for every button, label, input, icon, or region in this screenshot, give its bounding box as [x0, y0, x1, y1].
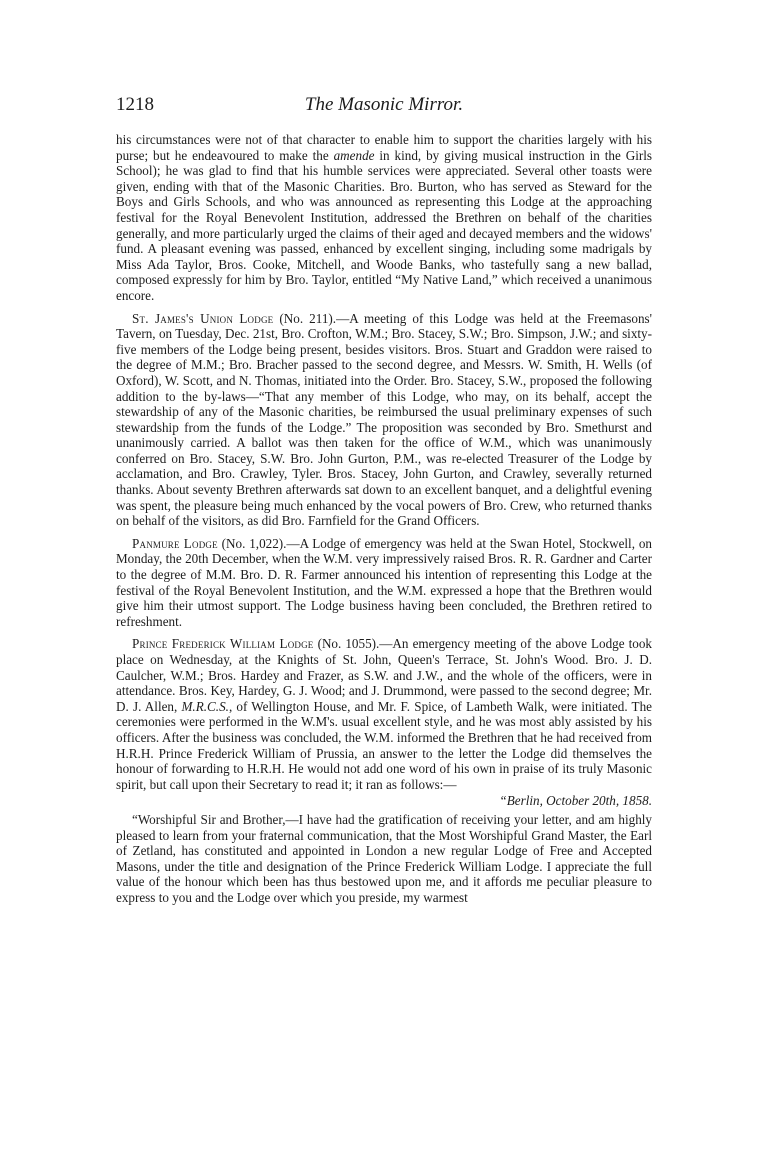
- letter-paragraph: “Worshipful Sir and Brother,—I have had the gratification of receiving your letter, and am highly pleased to learn from your fraternal communication, that the Most Worshipful Grand Master, the Earl of Zetland, has constituted and appointed in London a new regular Lodge of Free and Accepted Masons, under the title and designation of the Prince Frederick William Lodge. I appreciate the full value of the honour which been has thus bestowed upon me, and it affords me peculiar pleasure to express to you and the Lodge over which you preside, my warmest: [116, 811, 652, 905]
- prince-frederick-text-b: , of Wellington House, and Mr. F. Spice, of Lambeth Walk, were initiated. The ceremonies were performed in the W.M's. usual excellent style, and he was most ably assisted by his officers. After the business was concluded, the W.M. informed the Brethren that he had received from H.R.H. Prince Frederick William of Prussia, an answer to the letter the Lodge did themselves the honour of forwarding to H.R.H. He would not add one word of his own in praise of its truly Masonic spirit, but call upon their Secretary to read it; it ran as follows:—: [116, 698, 652, 792]
- intro-paragraph: [116, 132, 652, 304]
- st-james-lodge-name: St. James's Union Lodge: [132, 310, 274, 326]
- mrcs-abbrev: M.R.C.S.: [181, 698, 229, 714]
- letter-dateline: “Berlin, October 20th, 1858.: [499, 793, 652, 809]
- panmure-lodge-text: (No. 1,022).—A Lodge of emergency was held at the Swan Hotel, Stockwell, on Monday, the 20th December, when the W.M. very impressively raised Bros. R. R. Gardner and Carter to the degree of M.M. Bro. D. R. Farmer announced his intention of representing this Lodge at the festival of the Royal Benevolent Institution, and the W.M. expressed a hope that the Brethren would give him their utmost support. The Lodge business having been concluded, the Brethren retired to refreshment.: [116, 535, 652, 629]
- panmure-lodge-paragraph: [116, 536, 652, 630]
- amende-term: amende: [333, 147, 375, 163]
- panmure-lodge-name: Panmure Lodge: [132, 535, 218, 551]
- prince-frederick-lodge-paragraph: [116, 636, 652, 792]
- prince-frederick-text-a: (No. 1055).—An emergency meeting of the above Lodge took place on Wednesday, at the Knights of St. John, Queen's Terrace, St. John's Wood. Bro. J. D. Caulcher, W.M.; Bros. Hardey and Frazer, as S.W. and J.W., and the whole of the officers, were in attendance. Bros. Key, Hardey, G. J. Wood; and J. Drummond, were passed to the second degree; Mr. D. J. Allen,: [116, 636, 652, 714]
- prince-frederick-lodge-name: Prince Frederick William Lodge: [132, 636, 314, 652]
- page-number: 1218: [116, 94, 154, 115]
- st-james-lodge-text: (No. 211).—A meeting of this Lodge was held at the Freemasons' Tavern, on Tuesday, Dec. 21st, Bro. Crofton, W.M.; Bro. Stacey, S.W.; Bro. Simpson, J.W.; and sixty-five members of the Lodge being present, besides visitors. Bros. Stuart and Graddon were raised to the degree of M.M.; Bro. Bracher passed to the second degree, and Messrs. W. Smith, H. Wells (of Oxford), W. Scott, and N. Thomas, initiated into the Order. Bro. Stacey, S.W., proposed the following addition to the by-laws—“That any member of this Lodge, who may, on its behalf, accept the stewardship of any of the Masonic charities, be reimbursed the usual preliminary expenses of such stewardship from the funds of the Lodge.” The proposition was seconded by Bro. Smethurst and unanimously carried. A ballot was then taken for the office of W.M., which was unanimously conferred on Bro. Stacey, S.W. Bro. John Gurton, P.M., was re-elected Treasurer of the Lodge by acclamation, and Bro. Crawley, Tyler. Bros. Stacey, John Gurton, and Crawley, severally returned thanks. About seventy Brethren afterwards sat down to an excellent banquet, and a delightful evening was spent, the pleasure being much enhanced by the vocal powers of Bro. Crew, who returned thanks on behalf of the visitors, as did Bro. Farnfield for the Grand Officers.: [116, 310, 653, 529]
- st-james-lodge-paragraph: [116, 311, 652, 529]
- intro-text-a: his circumstances were not of that character to enable him to support the charities largely with his purse; but he endeavoured to make the: [116, 132, 652, 163]
- intro-text-b: in kind, by giving musical instruction in the Girls School); he was glad to find that his humble services were appreciated. Several other toasts were given, ending with that of the Masonic Charities. Bro. Burton, who has served as Steward for the Boys and Girls Schools, and who was announced as representing this Lodge at the approaching festival for the Royal Benevolent Institution, addressed the Brethren on behalf of the charities generally, and more particularly urged the claims of their aged and decayed members and the widows' fund. A pleasant evening was passed, enhanced by excellent singing, including some madrigals by Miss Ada Taylor, Bros. Cooke, Mitchell, and Woode Banks, who tastefully sang a new ballad, composed expressly for him by Bro. Taylor, entitled “My Native Land,” which received a unanimous encore.: [116, 147, 652, 303]
- article-body: [116, 132, 652, 906]
- page-header: [116, 94, 652, 118]
- running-title: The Masonic Mirror.: [304, 94, 464, 115]
